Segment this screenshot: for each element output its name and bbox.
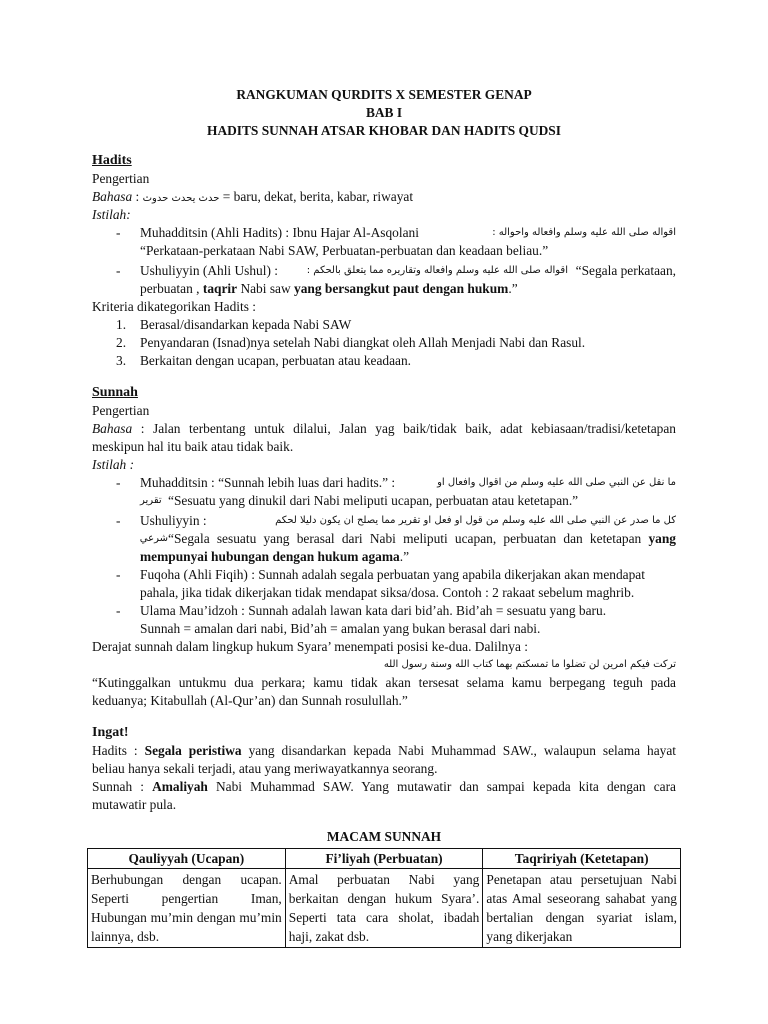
chapter-subtitle: HADITS SUNNAH ATSAR KHOBAR DAN HADITS QUDSI — [207, 123, 561, 138]
kriteria-number: 1. — [116, 317, 127, 332]
table-row — [88, 869, 681, 948]
bahasa-arabic: حدث يحدث حدوث — [142, 193, 220, 204]
sunnah-item1-label: Muhadditsin : “Sunnah lebih luas dari hadits.” : — [140, 475, 396, 490]
sunnah-item3-text: Fuqoha (Ahli Fiqih) : Sunnah adalah segala perbuatan yang apabila dikerjakan akan mendapat — [140, 567, 645, 582]
bullet-dash: - — [116, 225, 121, 240]
kriteria-item: Penyandaran (Isnad)nya setelah Nabi diangkat oleh Allah Menjadi Nabi dan Rasul. — [140, 335, 586, 350]
meaning-part: .” — [399, 549, 410, 564]
meaning-bold: yang — [648, 531, 676, 546]
bullet-dash: - — [116, 513, 121, 528]
sunnah-dalil-arabic: تركت فيكم امرين لن تضلوا ما تمسكتم بهما كتاب الله وسنة رسول الله — [383, 659, 676, 670]
table-header-qauliyyah: Qauliyyah (Ucapan) — [88, 849, 286, 869]
meaning-bold: mempunyai hubungan dengan hukum agama — [140, 549, 400, 564]
ingat-text: Nabi Muhammad SAW. Yang mutawatir dan sampai kepada kita dengan cara — [215, 779, 676, 794]
hadits-bahasa-line: Bahasa : حدث يحدث حدوث = baru, dekat, berita, kabar, riwayat — [92, 189, 414, 204]
sunnah-dalil-meaning2: keduanya; Kitabullah (Al-Qur’an) dan Sunnah rosulullah.” — [92, 693, 408, 708]
ingat-sunnah-line — [92, 778, 676, 796]
table-header-taqririyah: Taqririyah (Ketetapan) — [483, 849, 681, 869]
sunnah-item2-label: Ushuliyyin : — [140, 513, 207, 528]
hadits-item1-label: Muhadditsin (Ahli Hadits) : Ibnu Hajar Al-Asqolani — [140, 225, 419, 240]
hadits-pengertian: Pengertian — [92, 171, 150, 186]
sunnah-item1-arabic: ما نقل عن النبي صلى الله عليه وسلم من اقوال وافعال او — [437, 477, 676, 488]
hadits-item1-arabic: اقواله صلى الله عليه وسلم وافعاله واحواله : — [492, 227, 676, 238]
meaning-part: perbuatan , — [140, 281, 200, 296]
document-title: RANGKUMAN QURDITS X SEMESTER GENAP — [236, 87, 532, 102]
ingat-sunnah-line2: mutawatir pula. — [92, 797, 177, 812]
bahasa-label: Bahasa — [92, 421, 133, 436]
table-header-row — [88, 849, 681, 869]
sunnah-item4-text2: Sunnah = amalan dari nabi, Bid’ah = amalan yang bukan berasal dari nabi. — [140, 621, 541, 636]
macam-sunnah-table — [87, 848, 681, 948]
sunnah-item3-text2: pahala, jika tidak dikerjakan tidak mendapat siksa/dosa. Contoh : 2 rakaat sebelum maghrib. — [140, 585, 635, 600]
sunnah-item2-meaning-a — [168, 530, 676, 548]
sunnah-bahasa-line — [92, 420, 676, 438]
ingat-hadits-line — [92, 742, 676, 760]
kriteria-label: Kriteria dikategorikan Hadits : — [92, 299, 256, 314]
chapter-label: BAB I — [365, 105, 403, 120]
ingat-text: yang disandarkan kepada Nabi Muhammad SAW., walaupun selama hayat — [248, 743, 677, 758]
meaning-part: .” — [508, 281, 518, 296]
sunnah-item2-meaning-b — [140, 548, 409, 566]
sunnah-item2-arabic: كل ما صدر عن النبي صلى الله عليه وسلم من قول او فعل او تقرير مما يصلح ان يكون دليلا لحكم — [275, 515, 676, 526]
bahasa-label: Bahasa — [92, 189, 133, 204]
kriteria-number: 2. — [116, 335, 127, 350]
ingat-bold: Segala peristiwa — [144, 743, 242, 758]
table-cell-taqririyah: Penetapan atau persetujuan Nabi atas Amal seseorang sahabat yang bertalian dengan syariat islam, yang dikerjakan — [483, 869, 681, 948]
bullet-dash: - — [116, 475, 121, 490]
hadits-item2-meaning-a: “Segala perkataan, — [575, 263, 676, 278]
istilah-label: Istilah : — [92, 457, 135, 472]
sunnah-item2-arabic2: شرعي — [139, 533, 168, 544]
kriteria-number: 3. — [116, 353, 127, 368]
bullet-dash: - — [116, 263, 121, 278]
hadits-item2-label: Ushuliyyin (Ahli Ushul) : — [140, 263, 278, 278]
hadits-heading: Hadits — [92, 153, 132, 168]
bullet-dash: - — [116, 603, 121, 618]
ingat-hadits-line2: beliau hanya sekali terjadi, atau yang meriwayatkannya seorang. — [92, 761, 438, 776]
sunnah-item1-meaning: “Sesuatu yang dinukil dari Nabi meliputi ucapan, perbuatan atau ketetapan.” — [168, 493, 579, 508]
table-header-filiyah: Fi’liyah (Perbuatan) — [285, 849, 483, 869]
sunnah-derajat: Derajat sunnah dalam lingkup hukum Syara’ menempati posisi ke-dua. Dalilnya : — [92, 639, 528, 654]
ingat-heading: Ingat! — [92, 725, 129, 740]
istilah-label: Istilah: — [92, 207, 131, 222]
sunnah-pengertian: Pengertian — [92, 403, 150, 418]
table-cell-filiyah: Amal perbuatan Nabi yang berkaitan dengan hukum Syara’. Seperti tata cara sholat, ibadah haji, zakat dsb. — [285, 869, 483, 948]
ingat-label: Hadits : — [92, 743, 138, 758]
meaning-part: Nabi saw — [240, 281, 291, 296]
sunnah-dalil-meaning: “Kutinggalkan untukmu dua perkara; kamu tidak akan tersesat selama kamu berpegang teguh pada — [92, 675, 676, 690]
ingat-bold: Amaliyah — [152, 779, 208, 794]
sunnah-item1-arabic2: تقرير — [140, 495, 162, 506]
sunnah-heading: Sunnah — [92, 385, 138, 400]
bullet-dash: - — [116, 567, 121, 582]
sunnah-bahasa-line2: meskipun hal itu baik atau tidak baik. — [92, 439, 294, 454]
macam-sunnah-title: MACAM SUNNAH — [326, 829, 442, 844]
meaning-part: “Segala sesuatu yang berasal dari Nabi meliputi ucapan, perbuatan dan ketetapan — [168, 531, 642, 546]
ingat-label: Sunnah : — [92, 779, 144, 794]
meaning-bold-taqrir: taqrir — [202, 281, 238, 296]
hadits-item2-meaning-b — [140, 280, 518, 298]
hadits-item2-arabic: اقواله صلى الله عليه وسلم وافعاله وتقاريره مما يتعلق بالحكم : — [306, 265, 568, 276]
sunnah-item4-text: Ulama Mau’idzoh : Sunnah adalah lawan kata dari bid’ah. Bid’ah = sesuatu yang baru. — [140, 603, 607, 618]
table-cell-qauliyyah: Berhubungan dengan ucapan. Seperti pengertian Iman, Hubungan mu’min dengan mu’min lainnya, dsb. — [88, 869, 286, 948]
kriteria-item: Berasal/disandarkan kepada Nabi SAW — [140, 317, 352, 332]
meaning-bold-hukum: yang bersangkut paut dengan hukum — [294, 281, 509, 296]
bahasa-meaning: : Jalan terbentang untuk dilalui, Jalan yag baik/tidak baik, adat kebiasaan/tradisi/ketetapan — [140, 421, 676, 436]
kriteria-item: Berkaitan dengan ucapan, perbuatan atau keadaan. — [140, 353, 412, 368]
hadits-item1-meaning: “Perkataan-perkataan Nabi SAW, Perbuatan-perbuatan dan keadaan beliau.” — [140, 243, 549, 258]
bahasa-meaning: = baru, dekat, berita, kabar, riwayat — [222, 189, 414, 204]
